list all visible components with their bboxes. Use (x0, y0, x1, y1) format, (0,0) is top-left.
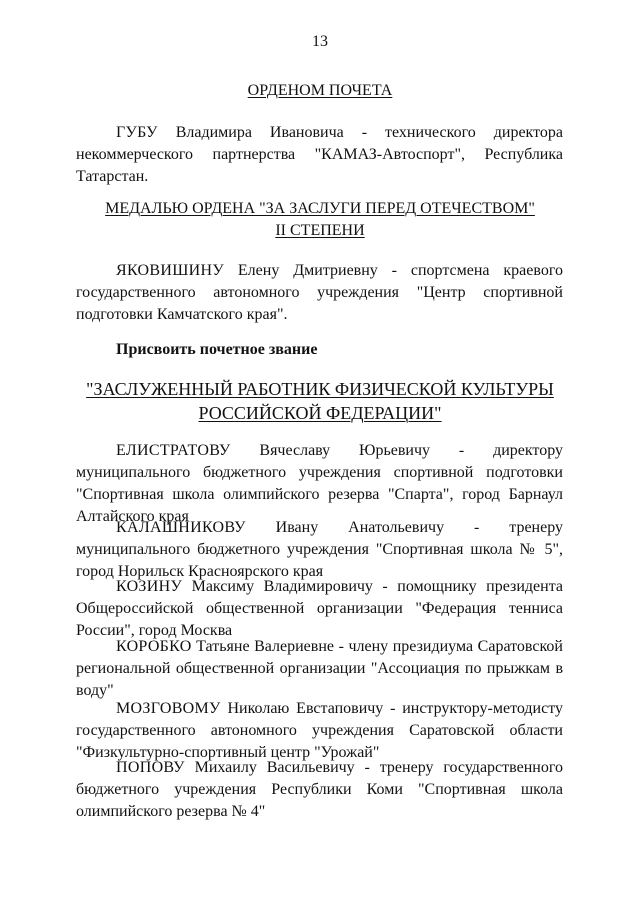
award-heading-line2: РОССИЙСКОЙ ФЕДЕРАЦИИ" (198, 403, 442, 423)
award-entry (76, 576, 563, 642)
award-heading-line1: "ЗАСЛУЖЕННЫЙ РАБОТНИК ФИЗИЧЕСКОЙ КУЛЬТУРЫ (86, 379, 554, 399)
entry-surname: ГУБУ (116, 124, 158, 141)
award-heading-text: ОРДЕНОМ ПОЧЕТА (247, 82, 393, 99)
award-entry (76, 757, 563, 823)
entry-surname: КОРОБКО (116, 638, 192, 655)
entry-text: Вячеславу Юрьевичу - директору муниципального бюджетного учреждения спортивной подготовки "Спортивная школа олимпийского резерва "Спарта", город Барнаул Алтайского края (76, 442, 563, 525)
entry-surname: КОЗИНУ (116, 578, 183, 595)
entry-surname: ЯКОВИШИНУ (116, 262, 225, 279)
award-entry (76, 698, 563, 764)
entry-surname: ПОПОВУ (116, 759, 185, 776)
entry-text: Ивану Анатольевичу - тренеру муниципального бюджетного учреждения "Спортивная школа № 5", город Норильск Красноярского края (76, 519, 563, 580)
entry-text: Михаилу Васильевичу - тренеру государственного бюджетного учреждения Республики Коми "Спортивная школа олимпийского резерва № 4" (76, 759, 563, 820)
award-entry (76, 440, 563, 528)
award-heading-medal (70, 198, 570, 242)
assign-title-label: Присвоить почетное звание (116, 341, 318, 358)
entry-text: Николаю Евстаповичу - инструктору-методисту государственного автономного учреждения Саратовской области "Физкультурно-спортивный центр "Урожай" (76, 700, 563, 761)
award-entry (76, 260, 563, 326)
award-heading-line1: МЕДАЛЬЮ ОРДЕНА "ЗА ЗАСЛУГИ ПЕРЕД ОТЕЧЕСТВОМ" (105, 200, 535, 217)
entry-text: Максиму Владимировичу - помощнику президента Общероссийской общественной организации "Федерация тенниса России", город Москва (76, 578, 563, 639)
award-heading-honored-worker (70, 377, 570, 425)
entry-surname: МОЗГОВОМУ (116, 700, 221, 717)
entry-surname: КАЛАШНИКОВУ (116, 519, 246, 536)
award-entry (76, 122, 563, 188)
page-number: 13 (312, 33, 328, 50)
entry-text: Владимира Ивановича - технического директора некоммерческого партнерства "КАМАЗ-Автоспорт", Республика Татарстан. (76, 124, 563, 185)
award-entry (76, 517, 563, 583)
entry-surname: ЕЛИСТРАТОВУ (116, 442, 231, 459)
award-entry (76, 636, 563, 702)
entry-text: Елену Дмитриевну - спортсмена краевого государственного автономного учреждения "Центр спортивной подготовки Камчатского края". (76, 262, 563, 323)
award-heading-line2: II СТЕПЕНИ (275, 222, 365, 239)
award-heading-order-of-honor (70, 80, 570, 102)
entry-text: Татьяне Валериевне - члену президиума Саратовской региональной общественной организации "Ассоциация по прыжкам в воду" (76, 638, 563, 699)
